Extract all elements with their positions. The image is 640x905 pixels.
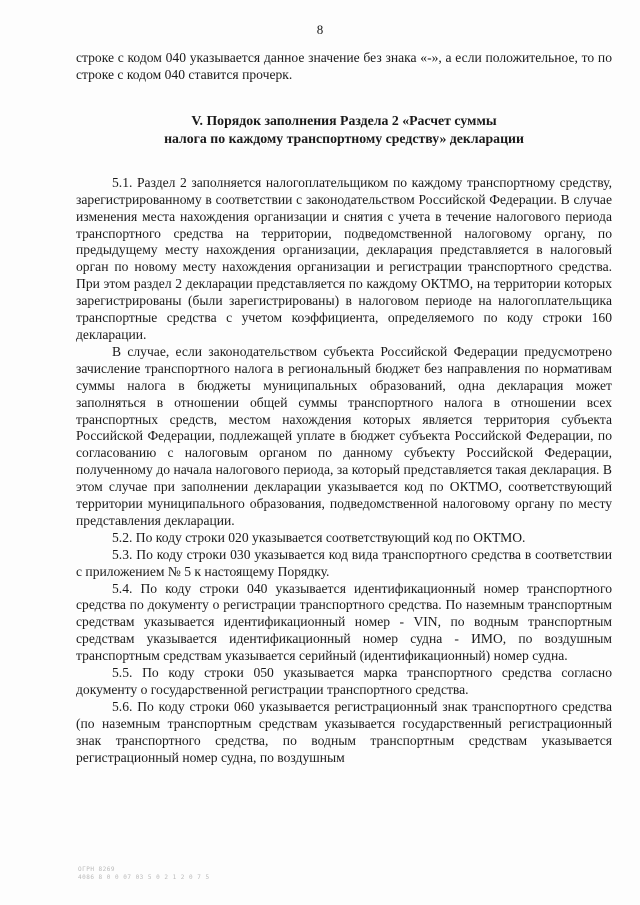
paragraph-5-3: 5.3. По коду строки 030 указывается код вида транспортного средства в соответствии с приложением № 5 к настоящему Порядку. — [76, 546, 612, 579]
paragraph-5-4: 5.4. По коду строки 040 указывается идентификационный номер транспортного средства по документу о регистрации транспортного средства. По наземным транспортным средствам указывается идентификационный номер - VIN, по водным транспортным средствам указывается идентификационный номер судна - ИМО, по воздушным транспортным средствам указывается серийный (идентификационный) номер судна. — [76, 580, 612, 664]
paragraph-5-5: 5.5. По коду строки 050 указывается марка транспортного средства согласно документу о государственной регистрации транспортного средства. — [76, 665, 612, 697]
paragraph-5-2: 5.2. По коду строки 020 указывается соответствующий код по ОКТМО. — [112, 529, 526, 545]
section-heading-line-1: V. Порядок заполнения Раздела 2 «Расчет суммы — [191, 112, 497, 128]
footer-registration-stamp — [78, 866, 210, 882]
section-heading-line-2: налога по каждому транспортному средству» декларации — [164, 130, 524, 146]
section-heading — [76, 112, 612, 148]
page-number: 8 — [316, 22, 324, 37]
document-body — [76, 50, 612, 767]
intro-paragraph: строке с кодом 040 указывается данное значение без знака «-», а если положительное, то по строке с кодом 040 ставится прочерк. — [76, 50, 612, 82]
paragraph-5-1-continued: В случае, если законодательством субъекта Российской Федерации предусмотрено зачисление транспортного налога в региональный бюджет без направления по нормативам суммы налога в бюджеты муниципальных образований, одна декларация может заполняться в отношении общей суммы транспортного налога в отношении всех транспортных средств, местом нахождения которых является территория субъекта Российской Федерации, подлежащей уплате в бюджет субъекта Российской Федерации, по согласованию с налоговым органом по данному субъекту Российской Федерации, полученному до начала налогового периода, за который представляется такая декларация. В этом случае при заполнении декларации указывается код по ОКТМО, соответствующий территории муниципального образования, подведомственной налоговому органу по месту представления декларации. — [76, 343, 612, 528]
footer-stamp-line-1: ОГРН 8269 — [78, 866, 116, 873]
paragraph-5-1: 5.1. Раздел 2 заполняется налогоплательщиком по каждому транспортному средству, зарегистрированному в соответствии с законодательством Российской Федерации. В случае изменения места нахождения организации и снятия с учета в течение налогового периода транспортного средства на территории, подведомственной налоговому органу, по предыдущему месту нахождения организации, декларация представляется в налоговый орган по новому месту нахождения организации и регистрации транспортного средства. При этом раздел 2 декларации представляется по каждому ОКТМО, на территории которых зарегистрированы (были зарегистрированы) в налоговом периоде на налогоплательщика транспортные средства с учетом коэффициента, определяемого по коду строки 160 декларации. — [76, 174, 612, 342]
paragraph-5-6: 5.6. По коду строки 060 указывается регистрационный знак транспортного средства (по наземным транспортным средствам указывается государственный регистрационный знак транспортного средства, по водным транспортным средствам указывается регистрационный номер судна, по воздушным — [76, 698, 612, 765]
footer-stamp-line-2: 4086 8 0 0 07 03 5 0 2 1 2 0 7 5 — [78, 874, 210, 881]
